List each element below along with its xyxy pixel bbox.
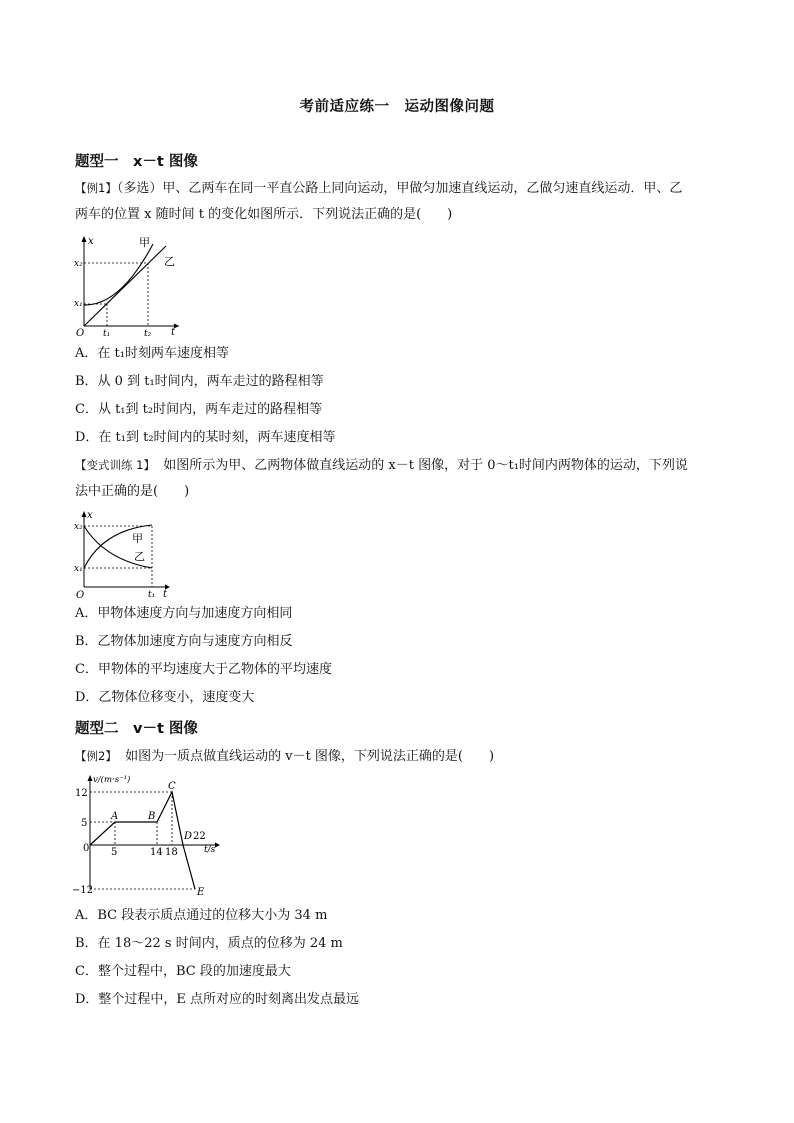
point-a-label: A — [111, 811, 119, 822]
example2-option-a: A．BC 段表示质点通过的位移大小为 34 m — [75, 908, 328, 923]
tick-neg12: −12 — [72, 885, 94, 896]
t1-label: t₁ — [148, 590, 156, 600]
yi-label: 乙 — [164, 255, 175, 268]
section-heading-xt: 题型一 x－t 图像 — [75, 154, 198, 170]
x1-label: x₁ — [74, 564, 83, 574]
origin-label: O — [76, 328, 85, 339]
example2-tag: 【例2】 — [75, 749, 117, 763]
x2-label: x₂ — [74, 259, 83, 269]
point-c-label: C — [168, 781, 176, 792]
tick-0: 0 — [83, 843, 90, 854]
jia-label: 甲 — [139, 236, 150, 249]
page-title: 考前适应练一 运动图像问题 — [299, 99, 495, 115]
point-e-label: E — [197, 887, 205, 898]
section-heading-vt: 题型二 v－t 图像 — [75, 721, 198, 737]
vt-polyline — [90, 792, 195, 889]
variant1-option-a: A．甲物体速度方向与加速度方向相同 — [75, 606, 293, 621]
example1-xt-graph — [75, 232, 185, 338]
x-axis-label: x — [87, 510, 93, 521]
example2-line1 — [75, 748, 494, 765]
x-axis-arrow — [82, 236, 87, 242]
example1-line1 — [75, 180, 682, 197]
variant1-line1 — [75, 457, 688, 474]
example2-option-c: C．整个过程中，BC 段的加速度最大 — [75, 964, 291, 979]
example2-vt-graph — [68, 771, 228, 899]
t1-label: t₁ — [103, 329, 111, 339]
example1-option-d: D．在 t₁到 t₂时间内的某时刻，两车速度相等 — [75, 430, 336, 445]
point-d-label: D — [184, 831, 193, 842]
t-axis-arrow — [215, 843, 220, 848]
x1-label: x₁ — [74, 299, 83, 309]
example1-option-b: B．从 0 到 t₁时间内，两车走过的路程相等 — [75, 374, 324, 389]
t-axis-label: t/s — [204, 845, 216, 855]
jia-curve — [84, 244, 153, 305]
point-b-label: B — [148, 811, 156, 822]
x-axis-label: x — [88, 236, 94, 247]
tick-t14: 14 — [150, 847, 163, 858]
yi-label: 乙 — [134, 550, 145, 563]
variant1-option-b: B．乙物体加速度方向与速度方向相反 — [75, 634, 293, 649]
x2-label: x₂ — [74, 522, 83, 532]
example2-text1: 如图为一质点做直线运动的 v－t 图像，下列说法正确的是( ) — [125, 749, 495, 764]
example1-option-c: C．从 t₁到 t₂时间内，两车走过的路程相等 — [75, 402, 323, 417]
variant1-xt-graph — [75, 508, 180, 600]
variant1-line2: 法中正确的是( ) — [75, 484, 190, 499]
tick-t5: 5 — [111, 847, 118, 858]
example1-line2: 两车的位置 x 随时间 t 的变化如图所示．下列说法正确的是( ) — [75, 207, 453, 222]
t-axis-label: t — [171, 327, 176, 338]
tick-12: 12 — [75, 788, 88, 799]
t-axis-label: t — [163, 589, 168, 600]
variant1-option-d: D．乙物体位移变小，速度变大 — [75, 690, 255, 705]
jia-label: 甲 — [132, 532, 143, 545]
example1-option-a: A．在 t₁时刻两车速度相等 — [75, 346, 229, 361]
example1-text1: （多选）甲、乙两车在同一平直公路上同向运动，甲做匀加速直线运动，乙做匀速直线运动．甲、乙 — [116, 181, 683, 196]
v-axis-label: v/(m·s⁻¹) — [93, 775, 131, 785]
tick-5: 5 — [81, 818, 88, 829]
variant1-text1: 如图所示为甲、乙两物体做直线运动的 x－t 图像，对于 0～t₁时间内两物体的运动，下列说 — [163, 458, 688, 473]
variant1-option-c: C．甲物体的平均速度大于乙物体的平均速度 — [75, 662, 332, 677]
t2-label: t₂ — [144, 329, 152, 339]
example2-option-d: D．整个过程中，E 点所对应的时刻离出发点最远 — [75, 992, 360, 1007]
tick-t18: 18 — [165, 847, 178, 858]
v-axis-arrow — [88, 775, 93, 781]
tick-t22: 22 — [193, 831, 206, 842]
x-axis-arrow — [82, 511, 87, 517]
variant1-tag: 【变式训练 1】 — [75, 458, 155, 472]
origin-label: O — [76, 590, 85, 601]
example1-tag: 【例1】 — [75, 181, 117, 195]
example2-option-b: B．在 18～22 s 时间内，质点的位移为 24 m — [75, 936, 343, 951]
yi-line — [84, 246, 166, 326]
